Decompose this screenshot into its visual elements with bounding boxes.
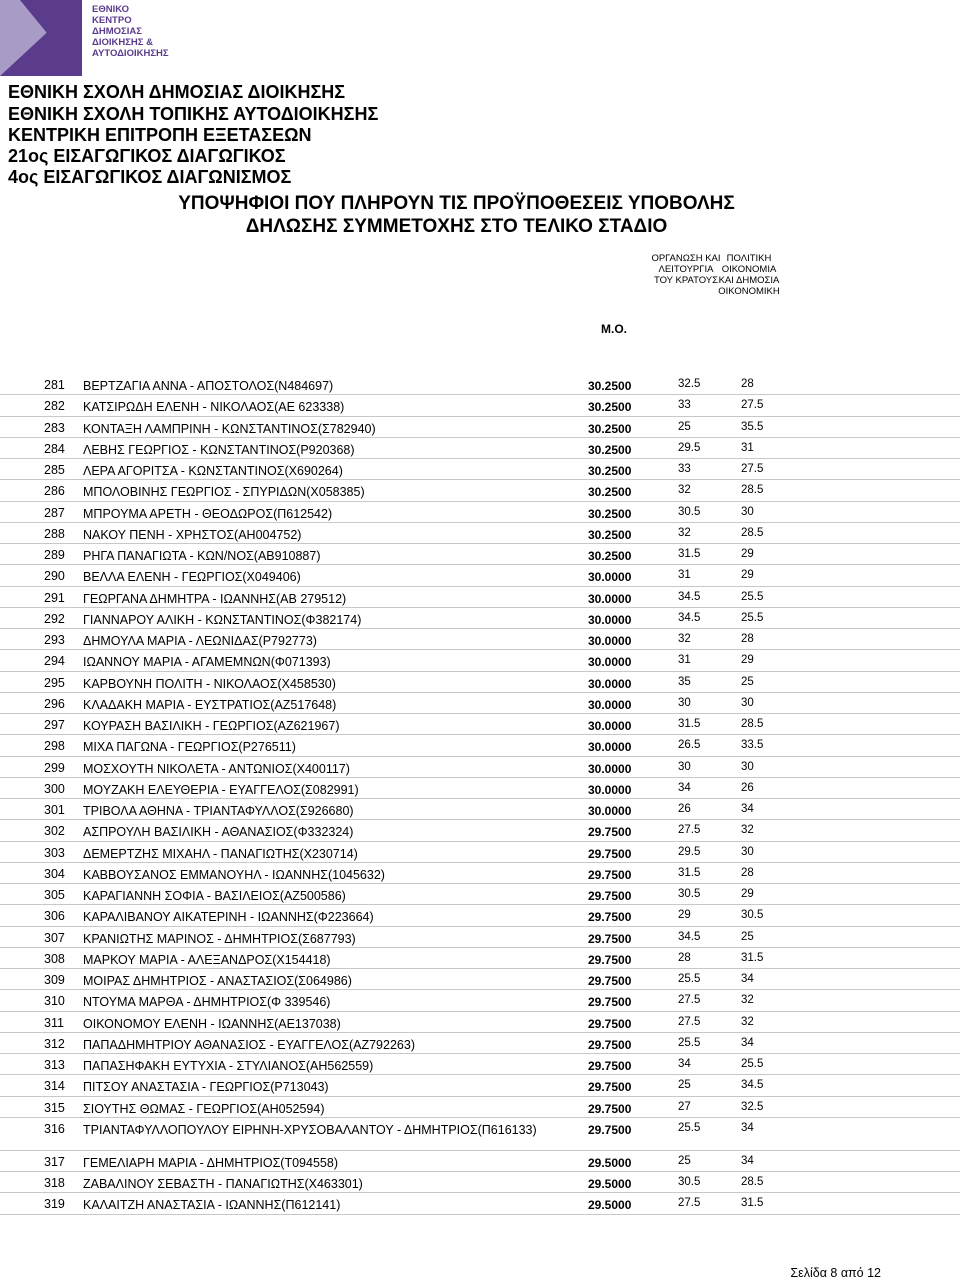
average-score: 29.7500 — [588, 889, 632, 903]
candidate-name: ΜΟΣΧΟΥΤΗ ΝΙΚΟΛΕΤΑ - ΑΝΤΩΝΙΟΣ(Χ400117) — [83, 761, 350, 776]
header-line-3: ΚΕΝΤΡΙΚΗ ΕΠΙΤΡΟΠΗ ΕΞΕΤΑΣΕΩΝ — [8, 125, 312, 145]
table-row — [0, 395, 960, 416]
grade-subject-1: 30 — [678, 696, 691, 709]
table-row — [0, 1097, 960, 1118]
row-number: 297 — [44, 718, 65, 732]
average-score: 29.7500 — [588, 995, 632, 1010]
average-score: 30.2500 — [588, 400, 632, 415]
grade-subject-1: 28 — [678, 951, 691, 964]
table-row — [0, 1012, 960, 1033]
candidate-name: ΑΣΠΡΟΥΛΗ ΒΑΣΙΛΙΚΗ - ΑΘΑΝΑΣΙΟΣ(Φ332324) — [83, 825, 354, 840]
grade-subject-1: 30.5 — [678, 1176, 701, 1188]
candidate-name: ΚΑΡΒΟΥΝΗ ΠΟΛΙΤΗ - ΝΙΚΟΛΑΟΣ(Χ458530) — [83, 676, 336, 691]
average-score: 30.2500 — [588, 464, 632, 478]
candidate-name: ΚΑΒΒΟΥΣΑΝΟΣ ΕΜΜΑΝΟΥΗΛ - ΙΩΑΝΝΗΣ(1045632) — [83, 867, 385, 882]
candidate-name: ΚΟΝΤΑΞΗ ΛΑΜΠΡΙΝΗ - ΚΩΝΣΤΑΝΤΙΝΟΣ(Σ782940) — [83, 421, 376, 436]
grade-subject-2: 34 — [741, 803, 754, 815]
grade-subject-1: 27.5 — [678, 1197, 701, 1210]
grade-subject-1: 32 — [678, 526, 691, 539]
average-score: 30.0000 — [588, 804, 632, 818]
row-number: 287 — [44, 505, 65, 520]
grade-subject-1: 34.5 — [678, 930, 701, 943]
grade-subject-1: 27.5 — [678, 1015, 701, 1028]
average-score: 29.7500 — [588, 846, 632, 861]
grade-subject-1: 30 — [678, 760, 691, 773]
average-score: 30.0000 — [588, 719, 632, 733]
grade-subject-1: 27 — [678, 1100, 691, 1113]
table-row — [0, 1075, 960, 1096]
table-row — [0, 480, 960, 501]
candidate-name: ΝΤΟΥΜΑ ΜΑΡΘΑ - ΔΗΜΗΤΡΙΟΣ(Φ 339546) — [83, 995, 331, 1010]
logo-line-1: ΕΘΝΙΚΟ — [92, 4, 130, 15]
candidate-name: ΖΑΒΑΛΙΝΟΥ ΣΕΒΑΣΤΗ - ΠΑΝΑΓΙΩΤΗΣ(Χ463301) — [83, 1177, 363, 1191]
grade-subject-1: 31 — [678, 654, 691, 667]
grade-subject-2: 30 — [741, 760, 754, 773]
grade-subject-2: 26 — [741, 781, 754, 794]
table-row — [0, 884, 960, 905]
average-score: 30.0000 — [588, 634, 632, 648]
average-score: 29.5000 — [588, 1155, 632, 1170]
candidate-name: ΓΕΩΡΓΑΝΑ ΔΗΜΗΤΡΑ - ΙΩΑΝΝΗΣ(ΑΒ 279512) — [83, 591, 347, 606]
grade-subject-1: 27.5 — [678, 824, 701, 837]
header-line-1: ΕΘΝΙΚΗ ΣΧΟΛΗ ΔΗΜΟΣΙΑΣ ΔΙΟΙΚΗΣΗΣ — [8, 82, 346, 102]
grade-subject-1: 25 — [678, 1079, 691, 1092]
average-score: 30.2500 — [588, 485, 632, 500]
table-row — [0, 842, 960, 863]
table-row — [0, 502, 960, 523]
row-number: 304 — [44, 866, 65, 881]
row-number: 293 — [44, 633, 65, 647]
table-row — [0, 587, 960, 608]
grade-subject-1: 32 — [678, 484, 691, 497]
candidate-name: ΒΕΡΤΖΑΓΙΑ ΑΝΝΑ - ΑΠΟΣΤΟΛΟΣ(Ν484697) — [83, 379, 334, 393]
institution-logo — [0, 0, 169, 80]
table-row — [0, 693, 960, 714]
average-score: 29.7500 — [588, 1037, 632, 1052]
table-row — [0, 820, 960, 841]
row-number: 315 — [44, 1100, 65, 1115]
table-row — [0, 608, 960, 629]
average-score: 29.5000 — [588, 1198, 632, 1213]
table-row — [0, 927, 960, 948]
grade-subject-2: 30.5 — [741, 909, 764, 922]
row-number: 306 — [44, 909, 65, 924]
row-number: 319 — [44, 1197, 65, 1212]
average-score: 30.2500 — [588, 549, 632, 563]
candidate-name: ΚΟΥΡΑΣΗ ΒΑΣΙΛΙΚΗ - ΓΕΩΡΓΙΟΣ(ΑΖ621967) — [83, 719, 340, 733]
average-score: 29.7500 — [588, 931, 632, 946]
candidate-name: ΜΠΡΟΥΜΑ ΑΡΕΤΗ - ΘΕΟΔΩΡΟΣ(Π612542) — [83, 506, 333, 521]
average-score: 30.0000 — [588, 740, 632, 755]
average-score: 30.0000 — [588, 761, 632, 776]
table-row — [0, 459, 960, 480]
average-score: 29.7500 — [588, 1016, 632, 1031]
grade-subject-2: 31.5 — [741, 1197, 764, 1210]
average-score: 29.7500 — [588, 867, 632, 882]
candidate-name: ΛΕΒΗΣ ΓΕΩΡΓΙΟΣ - ΚΩΝΣΤΑΝΤΙΝΟΣ(Ρ920368) — [83, 442, 355, 457]
average-score: 30.2500 — [588, 527, 632, 542]
grade-subject-2: 35.5 — [741, 420, 764, 433]
grade-subject-2: 28 — [741, 866, 754, 879]
grade-subject-1: 33 — [678, 463, 691, 475]
row-number: 310 — [44, 994, 65, 1009]
row-number: 312 — [44, 1036, 65, 1051]
average-score: 29.7500 — [588, 952, 632, 967]
table-row — [0, 523, 960, 544]
table-row — [0, 1193, 960, 1214]
grade-subject-2: 34 — [741, 1121, 754, 1134]
grade-subject-2: 31 — [741, 441, 754, 454]
table-row — [0, 1172, 960, 1193]
grade-subject-2: 25.5 — [741, 1058, 764, 1070]
candidate-name: ΜΠΟΛΟΒΙΝΗΣ ΓΕΩΡΓΙΟΣ - ΣΠΥΡΙΔΩΝ(Χ058385) — [83, 485, 365, 500]
grade-subject-1: 34 — [678, 781, 691, 794]
table-row — [0, 969, 960, 990]
average-score: 30.0000 — [588, 676, 632, 691]
table-row — [0, 778, 960, 799]
logo-line-4: ΔΙΟΙΚΗΣΗΣ & — [92, 37, 153, 48]
header-line-5: 4ος ΕΙΣΑΓΩΓΙΚΟΣ ΔΙΑΓΩΝΙΣΜΟΣ — [8, 167, 292, 187]
grade-subject-1: 29 — [678, 909, 691, 922]
grade-subject-1: 35 — [678, 675, 691, 688]
row-number: 294 — [44, 654, 65, 669]
grade-subject-2: 34 — [741, 973, 754, 985]
table-row — [0, 735, 960, 756]
row-number: 292 — [44, 611, 65, 626]
grade-subject-1: 25 — [678, 420, 691, 433]
grade-subject-1: 25.5 — [678, 1036, 701, 1049]
row-number: 311 — [44, 1015, 64, 1030]
row-number: 295 — [44, 675, 65, 690]
row-number: 285 — [44, 463, 65, 477]
table-row — [0, 1151, 960, 1172]
candidate-name: ΚΑΡΑΓΙΑΝΝΗ ΣΟΦΙΑ - ΒΑΣΙΛΕΙΟΣ(ΑΖ500586) — [83, 889, 346, 903]
grade-subject-1: 25.5 — [678, 973, 701, 985]
page-title-line-2: ΔΗΛΩΣΗΣ ΣΥΜΜΕΤΟΧΗΣ ΣΤΟ ΤΕΛΙΚΟ ΣΤΑΔΙΟ — [245, 216, 668, 237]
row-number: 288 — [44, 526, 65, 541]
candidate-name: ΠΑΠΑΔΗΜΗΤΡΙΟΥ ΑΘΑΝΑΣΙΟΣ - ΕΥΑΓΓΕΛΟΣ(ΑΖ792263) — [83, 1037, 415, 1052]
row-number: 317 — [44, 1154, 65, 1169]
logo-line-3: ΔΗΜΟΣΙΑΣ — [92, 26, 142, 37]
candidate-name: ΚΑΤΣΙΡΩΔΗ ΕΛΕΝΗ - ΝΙΚΟΛΑΟΣ(ΑΕ 623338) — [83, 400, 345, 415]
row-number: 309 — [44, 973, 65, 987]
candidate-name: ΤΡΙΑΝΤΑΦΥΛΛΟΠΟΥΛΟΥ ΕΙΡΗΝΗ-ΧΡΥΣΟΒΑΛΑΝΤΟΥ - ΔΗΜΗΤΡΙΟΣ(Π616133) — [83, 1122, 537, 1137]
grade-subject-1: 25.5 — [678, 1121, 701, 1134]
average-score: 30.2500 — [588, 442, 632, 457]
grade-subject-1: 34 — [678, 1058, 691, 1070]
grade-subject-2: 29 — [741, 654, 754, 667]
grade-subject-2: 32 — [741, 824, 754, 837]
grade-subject-2: 29 — [741, 569, 754, 582]
grade-subject-1: 26 — [678, 803, 691, 815]
table-row — [0, 1033, 960, 1054]
row-number: 284 — [44, 441, 65, 456]
grade-subject-1: 29.5 — [678, 441, 701, 454]
column-header-subject-2: ΠΟΛΙΤΙΚΗ ΟΙΚΟΝΟΜΙΑ ΚΑΙ ΔΗΜΟΣΙΑ ΟΙΚΟΝΟΜΙΚΗ — [718, 253, 780, 297]
row-number: 291 — [44, 590, 65, 605]
grade-subject-1: 30.5 — [678, 505, 701, 518]
average-score: 30.0000 — [588, 591, 632, 606]
candidate-name: ΤΡΙΒΟΛΑ ΑΘΗΝΑ - ΤΡΙΑΝΤΑΦΥΛΛΟΣ(Σ926680) — [83, 804, 354, 818]
grade-subject-2: 28.5 — [741, 1176, 764, 1188]
grade-subject-1: 32 — [678, 633, 691, 645]
grade-subject-2: 30 — [741, 845, 754, 858]
table-row — [0, 757, 960, 778]
candidate-name: ΙΩΑΝΝΟΥ ΜΑΡΙΑ - ΑΓΑΜΕΜΝΩΝ(Φ071393) — [83, 655, 331, 670]
average-score: 30.0000 — [588, 655, 632, 670]
candidate-name: ΝΑΚΟΥ ΠΕΝΗ - ΧΡΗΣΤΟΣ(ΑΗ004752) — [83, 527, 302, 542]
grade-subject-2: 28 — [741, 633, 754, 645]
header-line-2: ΕΘΝΙΚΗ ΣΧΟΛΗ ΤΟΠΙΚΗΣ ΑΥΤΟΔΙΟΙΚΗΣΗΣ — [8, 104, 379, 124]
header-line-4: 21ος ΕΙΣΑΓΩΓΙΚΟΣ ΔΙΑΓΩΓΙΚΟΣ — [8, 146, 286, 166]
grade-subject-2: 34 — [741, 1154, 754, 1167]
average-score: 29.7500 — [588, 1101, 632, 1116]
table-row — [0, 565, 960, 586]
grade-subject-1: 30.5 — [678, 888, 701, 900]
row-number: 318 — [44, 1176, 65, 1190]
grade-subject-1: 34.5 — [678, 611, 701, 624]
row-number: 296 — [44, 696, 65, 711]
page-number: Σελίδα 8 από 12 — [790, 1266, 881, 1280]
average-score: 29.7500 — [588, 825, 632, 840]
results-table — [0, 374, 960, 1215]
grade-subject-2: 34 — [741, 1036, 754, 1049]
table-row — [0, 672, 960, 693]
row-number: 308 — [44, 951, 65, 966]
average-score: 30.2500 — [588, 506, 632, 521]
table-row — [0, 714, 960, 735]
grade-subject-1: 27.5 — [678, 994, 701, 1007]
average-score: 29.7500 — [588, 1080, 632, 1095]
table-row — [0, 650, 960, 671]
grade-subject-1: 31 — [678, 569, 691, 582]
table-row — [0, 905, 960, 926]
grade-subject-1: 32.5 — [678, 378, 701, 390]
grade-subject-2: 32 — [741, 1015, 754, 1028]
row-number: 305 — [44, 888, 65, 902]
candidate-name: ΚΑΡΑΛΙΒΑΝΟΥ ΑΙΚΑΤΕΡΙΝΗ - ΙΩΑΝΝΗΣ(Φ223664) — [83, 910, 374, 925]
average-score: 29.7500 — [588, 974, 632, 988]
candidate-name: ΜΑΡΚΟΥ ΜΑΡΙΑ - ΑΛΕΞΑΝΔΡΟΣ(Χ154418) — [83, 952, 331, 967]
table-row — [0, 863, 960, 884]
candidate-name: ΔΗΜΟΥΛΑ ΜΑΡΙΑ - ΛΕΩΝΙΔΑΣ(Ρ792773) — [83, 634, 317, 648]
grade-subject-1: 29.5 — [678, 845, 701, 858]
column-header-average: Μ.Ο. — [601, 322, 627, 336]
grade-subject-2: 29 — [741, 888, 754, 900]
row-number: 283 — [44, 420, 65, 435]
table-row — [0, 799, 960, 820]
grade-subject-2: 28.5 — [741, 484, 764, 497]
candidate-name: ΓΙΑΝΝΑΡΟΥ ΑΛΙΚΗ - ΚΩΝΣΤΑΝΤΙΝΟΣ(Φ382174) — [83, 612, 362, 627]
average-score: 29.7500 — [588, 1122, 632, 1137]
logo-line-5: ΑΥΤΟΔΙΟΙΚΗΣΗΣ — [92, 48, 169, 59]
candidate-name: ΡΗΓΑ ΠΑΝΑΓΙΩΤΑ - ΚΩΝ/ΝΟΣ(ΑΒ910887) — [83, 549, 321, 563]
average-score: 30.0000 — [588, 782, 632, 797]
table-row — [0, 1118, 960, 1151]
row-number: 307 — [44, 930, 65, 945]
grade-subject-2: 25.5 — [741, 590, 764, 603]
grade-subject-2: 34.5 — [741, 1079, 764, 1092]
grade-subject-2: 28 — [741, 378, 754, 390]
candidate-name: ΜΙΧΑ ΠΑΓΩΝΑ - ΓΕΩΡΓΙΟΣ(Ρ276511) — [83, 740, 296, 755]
candidate-name: ΠΑΠΑΣΗΦΑΚΗ ΕΥΤΥΧΙΑ - ΣΤΥΛΙΑΝΟΣ(ΑΗ562559) — [83, 1059, 374, 1073]
page-title-line-1: ΥΠΟΨΗΦΙΟΙ ΠΟΥ ΠΛΗΡΟΥΝ ΤΙΣ ΠΡΟΫΠΟΘΕΣΕΙΣ ΥΠΟΒΟΛΗΣ — [178, 193, 735, 214]
average-score: 30.0000 — [588, 697, 632, 712]
grade-subject-2: 27.5 — [741, 463, 764, 475]
grade-subject-1: 26.5 — [678, 739, 701, 752]
table-row — [0, 1054, 960, 1075]
column-header-subject-1: ΟΡΓΑΝΩΣΗ ΚΑΙ ΛΕΙΤΟΥΡΓΙΑ ΤΟΥ ΚΡΑΤΟΥΣ — [651, 253, 721, 286]
grade-subject-2: 27.5 — [741, 399, 764, 412]
row-number: 290 — [44, 569, 65, 584]
table-row — [0, 948, 960, 969]
average-score: 29.5000 — [588, 1177, 632, 1191]
grade-subject-2: 33.5 — [741, 739, 764, 752]
grade-subject-2: 28.5 — [741, 718, 764, 730]
table-row — [0, 374, 960, 395]
row-number: 286 — [44, 484, 65, 499]
candidate-name: ΚΑΛΑΙΤΖΗ ΑΝΑΣΤΑΣΙΑ - ΙΩΑΝΝΗΣ(Π612141) — [83, 1198, 341, 1213]
grade-subject-2: 30 — [741, 505, 754, 518]
grade-subject-1: 31.5 — [678, 548, 701, 560]
row-number: 299 — [44, 760, 65, 775]
grade-subject-2: 25 — [741, 930, 754, 943]
row-number: 300 — [44, 781, 65, 796]
grade-subject-1: 34.5 — [678, 590, 701, 603]
table-row — [0, 438, 960, 459]
table-row — [0, 417, 960, 438]
average-score: 30.2500 — [588, 421, 632, 436]
candidate-name: ΜΟΙΡΑΣ ΔΗΜΗΤΡΙΟΣ - ΑΝΑΣΤΑΣΙΟΣ(Σ064986) — [83, 974, 352, 988]
average-score: 29.7500 — [588, 1059, 632, 1073]
grade-subject-2: 25 — [741, 675, 754, 688]
row-number: 314 — [44, 1079, 65, 1094]
row-number: 303 — [44, 845, 65, 860]
grade-subject-1: 31.5 — [678, 866, 701, 879]
candidate-name: ΟΙΚΟΝΟΜΟΥ ΕΛΕΝΗ - ΙΩΑΝΝΗΣ(ΑΕ137038) — [83, 1016, 341, 1031]
candidate-name: ΓΕΜΕΛΙΑΡΗ ΜΑΡΙΑ - ΔΗΜΗΤΡΙΟΣ(Τ094558) — [83, 1155, 338, 1170]
average-score: 29.7500 — [588, 910, 632, 925]
table-row — [0, 990, 960, 1011]
average-score: 30.0000 — [588, 612, 632, 627]
row-number: 301 — [44, 803, 65, 817]
grade-subject-2: 32.5 — [741, 1100, 764, 1113]
row-number: 281 — [44, 378, 65, 392]
row-number: 302 — [44, 824, 65, 839]
grade-subject-1: 31.5 — [678, 718, 701, 730]
table-row — [0, 544, 960, 565]
row-number: 289 — [44, 548, 65, 562]
grade-subject-2: 31.5 — [741, 951, 764, 964]
row-number: 282 — [44, 399, 65, 414]
grade-subject-2: 30 — [741, 696, 754, 709]
average-score: 30.0000 — [588, 570, 632, 585]
candidate-name: ΣΙΟΥΤΗΣ ΘΩΜΑΣ - ΓΕΩΡΓΙΟΣ(ΑΗ052594) — [83, 1101, 325, 1116]
table-row — [0, 629, 960, 650]
grade-subject-2: 28.5 — [741, 526, 764, 539]
candidate-name: ΠΙΤΣΟΥ ΑΝΑΣΤΑΣΙΑ - ΓΕΩΡΓΙΟΣ(Ρ713043) — [83, 1080, 329, 1095]
grade-subject-2: 25.5 — [741, 611, 764, 624]
row-number: 313 — [44, 1058, 65, 1072]
average-score: 30.2500 — [588, 379, 632, 393]
candidate-name: ΒΕΛΛΑ ΕΛΕΝΗ - ΓΕΩΡΓΙΟΣ(Χ049406) — [83, 570, 301, 585]
grade-subject-1: 33 — [678, 399, 691, 412]
logo-line-2: ΚΕΝΤΡΟ — [92, 15, 132, 26]
candidate-name: ΚΛΑΔΑΚΗ ΜΑΡΙΑ - ΕΥΣΤΡΑΤΙΟΣ(ΑΖ517648) — [83, 697, 337, 712]
row-number: 316 — [44, 1121, 65, 1136]
candidate-name: ΛΕΡΑ ΑΓΟΡΙΤΣΑ - ΚΩΝΣΤΑΝΤΙΝΟΣ(Χ690264) — [83, 464, 343, 478]
row-number: 298 — [44, 739, 65, 754]
grade-subject-2: 32 — [741, 994, 754, 1007]
grade-subject-1: 25 — [678, 1154, 691, 1167]
candidate-name: ΜΟΥΖΑΚΗ ΕΛΕΥΘΕΡΙΑ - ΕΥΑΓΓΕΛΟΣ(Σ082991) — [83, 782, 359, 797]
grade-subject-2: 29 — [741, 548, 754, 560]
candidate-name: ΔΕΜΕΡΤΖΗΣ ΜΙΧΑΗΛ - ΠΑΝΑΓΙΩΤΗΣ(Χ230714) — [83, 846, 358, 861]
candidate-name: ΚΡΑΝΙΩΤΗΣ ΜΑΡΙΝΟΣ - ΔΗΜΗΤΡΙΟΣ(Σ687793) — [83, 931, 356, 946]
